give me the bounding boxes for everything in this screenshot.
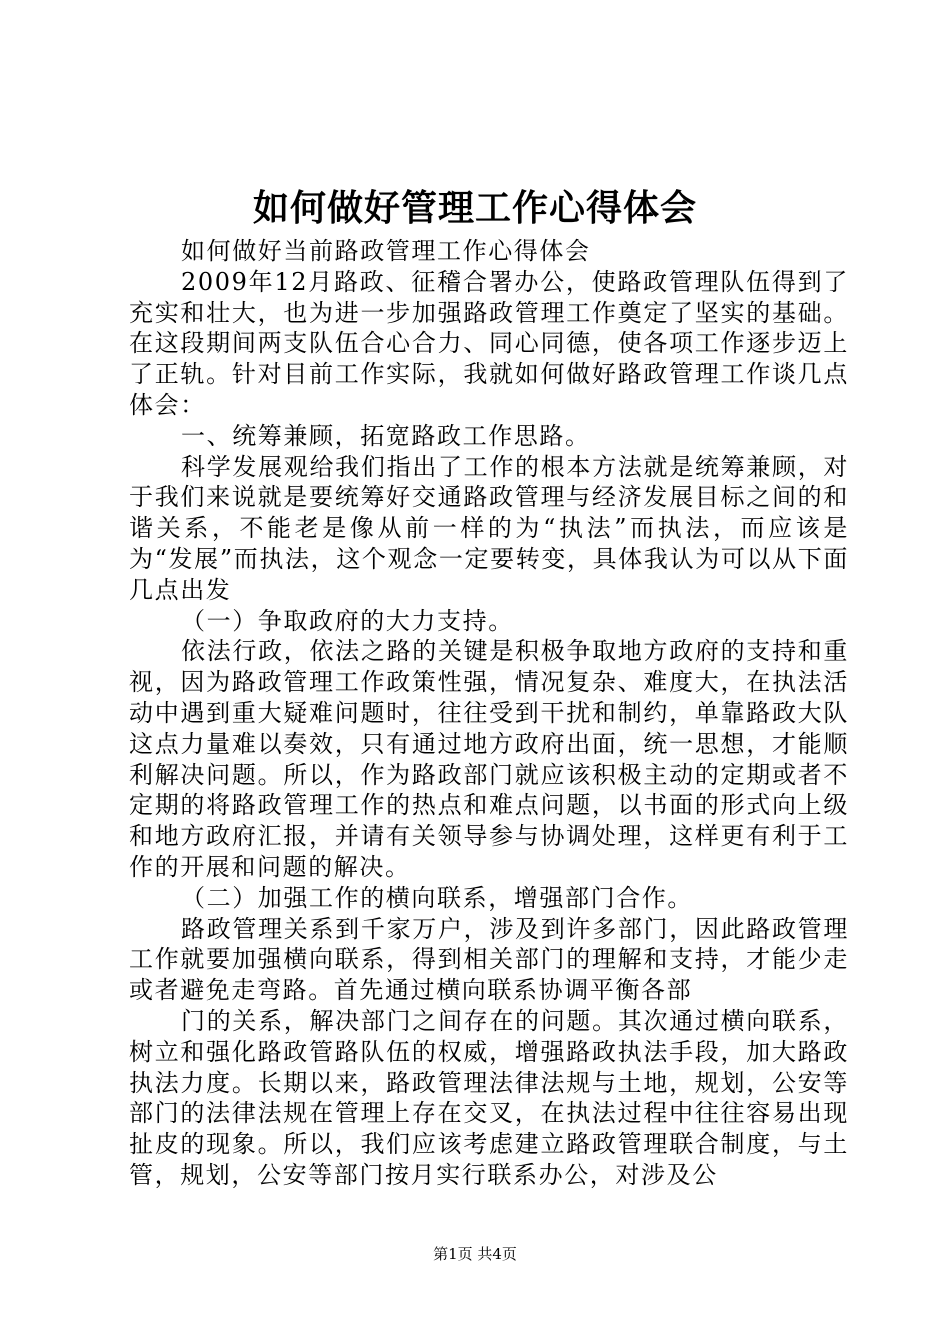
- paragraph: 路政管理关系到千家万户，涉及到许多部门，因此路政管理工作就要加强横向联系，得到相关部门的理解和支持，才能少走或者避免走弯路。首先通过横向联系协调平衡各部: [129, 914, 849, 1005]
- paragraph-subtitle: 如何做好当前路政管理工作心得体会: [181, 237, 591, 265]
- subsection-heading-1: （一）争取政府的大力支持。: [181, 606, 514, 635]
- subsection-heading-2: （二）加强工作的横向联系，增强部门合作。: [181, 883, 693, 912]
- page-number-footer: 第1页 共4页: [433, 1245, 517, 1263]
- section-heading-1: 一、统筹兼顾，拓宽路政工作思路。: [181, 421, 591, 450]
- paragraph: 门的关系，解决部门之间存在的问题。其次通过横向联系，树立和强化路政管路队伍的权威，增强路政执法手段，加大路政执法力度。长期以来，路政管理法律法规与土地，规划，公安等部门的法律法规在管理上存在交叉，在执法过程中往往容易出现扯皮的现象。所以，我们应该考虑建立路政管理联合制度，与土管，规划，公安等部门按月实行联系办公，对涉及公: [129, 1006, 849, 1189]
- paragraph: 科学发展观给我们指出了工作的根本方法就是统筹兼顾，对于我们来说就是要统筹好交通路政管理与经济发展目标之间的和谐关系，不能老是像从前一样的为“执法”而执法，而应该是为“发展”而执法，这个观念一定要转变，具体我认为可以从下面几点出发: [129, 452, 849, 604]
- paragraph: 依法行政，依法之路的关键是积极争取地方政府的支持和重视，因为路政管理工作政策性强，情况复杂、难度大，在执法活动中遇到重大疑难问题时，往往受到干扰和制约，单靠路政大队这点力量难以奏效，只有通过地方政府出面，统一思想，才能顺利解决问题。所以，作为路政部门就应该积极主动的定期或者不定期的将路政管理工作的热点和难点问题，以书面的形式向上级和地方政府汇报，并请有关领导参与协调处理，这样更有利于工作的开展和问题的解决。: [129, 637, 849, 881]
- document-title: 如何做好管理工作心得体会: [252, 187, 697, 229]
- paragraph-intro: 2009年12月路政、征稽合署办公，使路政管理队伍得到了充实和壮大，也为进一步加强路政管理工作奠定了坚实的基础。在这段期间两支队伍合心合力、同心同德，使各项工作逐步迈上了正轨。针对目前工作实际，我就如何做好路政管理工作谈几点体会：: [129, 267, 849, 419]
- document-body: [129, 236, 849, 1191]
